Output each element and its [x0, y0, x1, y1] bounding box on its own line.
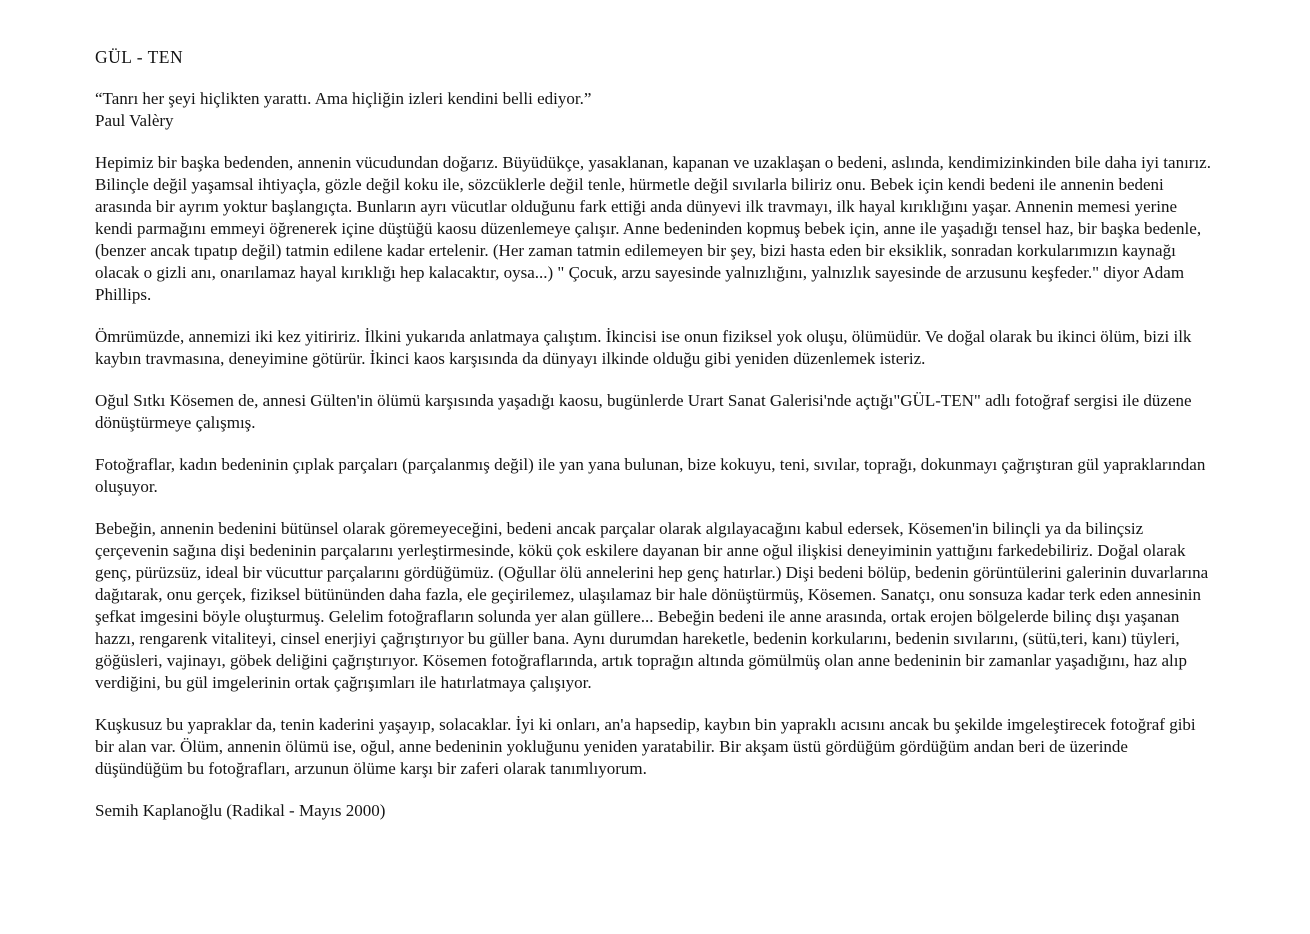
body-paragraph-2: Ömrümüzde, annemizi iki kez yitiririz. İlkini yukarıda anlatmaya çalıştım. İkincisi ise onun fiziksel yok oluşu, ölümüdür. Ve doğal olarak bu ikinci ölüm, bizi ilk kaybın travmasına, deneyimine götürür. İkinci kaos karşısında da dünyayı ilkinde olduğu gibi yeniden düzenlemek isteriz. [95, 327, 1192, 368]
body-paragraph-3: Oğul Sıtkı Kösemen de, annesi Gülten'in ölümü karşısında yaşadığı kaosu, bugünlerde Urart Sanat Galerisi'nde açtığı"GÜL-TEN" adlı fotoğraf sergisi ile düzene dönüştürmeye çalışmış. [95, 391, 1192, 432]
document-content [95, 46, 1217, 822]
epigraph-quote: “Tanrı her şeyi hiçlikten yarattı. Ama hiçliğin izleri kendini belli ediyor.” [95, 89, 592, 108]
epigraph [95, 88, 1217, 132]
body-paragraph-4: Fotoğraflar, kadın bedeninin çıplak parçaları (parçalanmış değil) ile yan yana bulunan, bize kokuyu, teni, sıvılar, toprağı, dokunmayı çağrıştıran gül yapraklarından oluşuyor. [95, 455, 1206, 496]
body-paragraph-6: Kuşkusuz bu yapraklar da, tenin kaderini yaşayıp, solacaklar. İyi ki onları, an'a hapsedip, kaybın bin yapraklı acısını ancak bu şekilde imgeleştirecek fotoğraf gibi bir alan var. Ölüm, annenin ölümü ise, oğul, anne bedeninin yokluğunu yeniden yaratabilir. Bir akşam üstü gördüğüm gördüğüm andan beri de üzerinde düşündüğüm bu fotoğrafları, arzunun ölüme karşı bir zaferi olarak tanımlıyorum. [95, 715, 1196, 778]
document-title: GÜL - TEN [95, 47, 184, 67]
body-paragraph-5: Bebeğin, annenin bedenini bütünsel olarak göremeyeceğini, bedeni ancak parçalar olarak algılayacağını kabul edersek, Kösemen'in bilinçli ya da bilinçsiz çerçevenin sağına dişi bedeninin parçalarını yerleştirmesinde, kökü çok eskilere dayanan bir anne oğul ilişkisi deneyiminin yattığını farkedebiliriz. Doğal olarak genç, pürüzsüz, ideal bir vücuttur parçalarını gördüğümüz. (Oğullar ölü annelerini hep genç hatırlar.) Dişi bedeni bölüp, bedenin görüntülerini galerinin duvarlarına dağıtarak, onu gerçek, fiziksel bütününden daha fazla, ele geçirilemez, ulaşılamaz bir hale dönüştürmüş, Kösemen. Sanatçı, onu sonsuza kadar terk eden annesinin şefkat imgesini böyle oluşturmuş. Gelelim fotoğrafların solunda yer alan güllere... Bebeğin bedeni ile anne arasında, ortak erojen bölgelerde bilinç dışı yaşanan hazzı, rengarenk vitaliteyi, cinsel enerjiyi çağrıştırıyor bu güller bana. Aynı durumdan hareketle, bedenin korkularını, bedenin sıvılarını, (sütü,teri, kanı) tüyleri, göğüsleri, vajinayı, göbek deliğini çağrıştırıyor. Kösemen fotoğraflarında, artık toprağın altında gömülmüş olan anne bedeninin bir zamanlar yaşadığını, haz alıp verdiğini, bu gül imgelerinin ortak çağrışımları ile hatırlatmaya çalışıyor. [95, 519, 1209, 692]
body-paragraph-1: Hepimiz bir başka bedenden, annenin vücudundan doğarız. Büyüdükçe, yasaklanan, kapanan ve uzaklaşan o bedeni, aslında, kendimizinkinden bile daha iyi tanırız. Bilinçle değil yaşamsal ihtiyaçla, gözle değil koku ile, sözcüklerle değil tenle, hürmetle değil sıvılarla biliriz onu. Bebek için kendi bedeni ile annenin bedeni arasında bir ayrım yoktur başlangıçta. Bunların ayrı vücutlar olduğunu fark ettiği anda dünyevi ilk travmayı, ilk hayal kırıklığını yaşar. Annenin memesi yerine kendi parmağını emmeyi öğrenerek içine düştüğü kaosu düzenlemeye çalışır. Anne bedeninden kopmuş bebek için, anne ile yaşadığı tensel haz, bir başka bedenle, (benzer ancak tıpatıp değil) tatmin edilene kadar ertelenir. (Her zaman tatmin edilemeyen bir şey, bizi hasta eden bir eksiklik, sonradan korkularımızın kaynağı olacak o gizli anı, onarılamaz hayal kırıklığı hep kalacaktır, oysa...) " Çocuk, arzu sayesinde yalnızlığını, yalnızlık sayesinde de arzusunu keşfeder." diyor Adam Phillips. [95, 153, 1211, 304]
signature-line: Semih Kaplanoğlu (Radikal - Mayıs 2000) [95, 801, 386, 820]
epigraph-attribution: Paul Valèry [95, 111, 174, 130]
